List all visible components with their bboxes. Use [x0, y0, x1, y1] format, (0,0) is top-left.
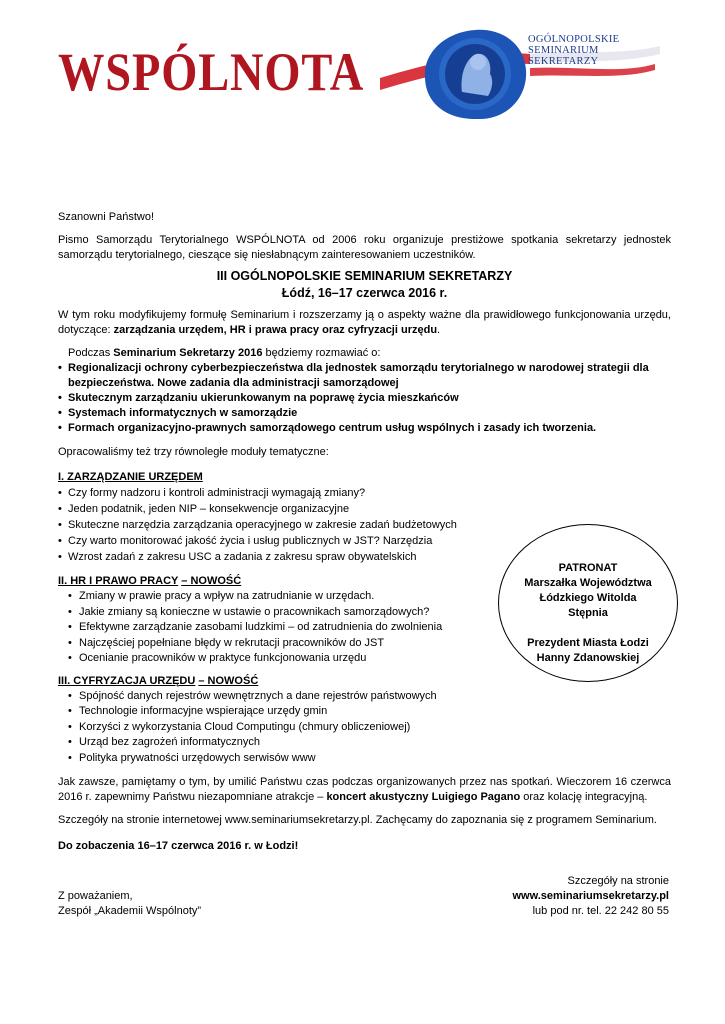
patronage-title: PATRONAT: [558, 562, 618, 574]
modules-intro: Opracowaliśmy też trzy równoległe moduły tematyczne:: [58, 446, 329, 458]
module-3-tag: – NOWOŚĆ: [198, 674, 259, 687]
topics-lead-pre: Podczas: [68, 347, 114, 359]
list-item: • Czy formy nadzoru i kontroli administracji wymagają zmiany?: [58, 485, 671, 501]
module-3-list: [58, 689, 671, 767]
details-paragraph: Szczegóły na stronie internetowej www.seminariumsekretarzy.pl. Zachęcamy do zapoznania się z programem Seminarium.: [58, 814, 657, 826]
patronage-line-1: Marszałka Województwa: [524, 577, 652, 589]
modify-paragraph: [58, 308, 671, 338]
list-item: • Jakie zmiany są konieczne w ustawie o pracownikach samorządowych?: [68, 605, 671, 621]
list-item: • Jeden podatnik, jeden NIP – konsekwencje organizacyjne: [58, 501, 671, 517]
list-item: • Spójność danych rejestrów wewnętrznych a dane rejestrów państwowych: [68, 689, 671, 705]
topics-lead-bold: Seminarium Sekretarzy 2016: [113, 347, 263, 359]
wax-seal-portrait-icon: [420, 26, 530, 122]
list-item: • Czy warto monitorować jakość życia i usług publicznych w JST? Narzędzia: [58, 533, 671, 549]
footer-regards: Z poważaniem,: [58, 890, 133, 902]
event-title: III OGÓLNOPOLSKIE SEMINARIUM SEKRETARZY: [216, 269, 513, 283]
footer-team: Zespół „Akademii Wspólnoty”: [58, 905, 202, 917]
closing-bold: koncert akustyczny Luigiego Pagano: [326, 791, 521, 803]
footer-details-label: Szczegóły na stronie: [567, 875, 669, 887]
patronage-text: [498, 561, 678, 666]
patronage-line-2: Łódzkiego Witolda: [539, 592, 637, 604]
list-item: • Efektywne zarządzanie zasobami ludzkimi – od zatrudnienia do zwolnienia: [68, 620, 671, 636]
logo-wordmark: WSPÓLNOTA: [58, 42, 365, 102]
list-item: • Korzyści z wykorzystania Cloud Computingu (chmury obliczeniowej): [68, 720, 671, 736]
footer-website-link[interactable]: www.seminariumsekretarzy.pl: [512, 890, 669, 902]
list-item: • Ocenianie pracowników w praktyce funkcjonowania urzędu: [68, 651, 671, 667]
org-line-3: SEKRETARZY: [528, 56, 599, 67]
modify-text: W tym roku modyfikujemy formułę Seminarium i rozszerzamy ją o aspekty ważne dla prawidłowego funkcjonowania urzędu, dotyczące:: [58, 309, 671, 336]
org-line-1: OGÓLNOPOLSKIE: [528, 34, 620, 45]
module-2-title: II. HR I PRAWO PRACY: [58, 575, 179, 587]
footer-signature: [58, 889, 201, 919]
topics-list: [58, 361, 671, 436]
closing-text: Jak zawsze, pamiętamy o tym, by umilić Państwu czas podczas organizowanych przez nas spotkań. Wieczorem 16 czerwca 2016 r. zapewnimy Państwu niezapomniane atrakcje –: [58, 776, 671, 803]
intro-paragraph: Pismo Samorządu Terytorialnego WSPÓLNOTA od 2006 roku organizuje prestiżowe spotkania sekretarzy jednostek samorządu terytorialnego, cieszące się niesłabnącym zainteresowaniem uczestników.: [58, 234, 671, 261]
footer-contact: [470, 874, 669, 919]
patronage-line-5: Hanny Zdanowskiej: [536, 652, 640, 664]
see-you-line: Do zobaczenia 16–17 czerwca 2016 r. w Łodzi!: [58, 840, 299, 852]
list-item: • Skuteczne narzędzia zarządzania operacyjnego w zakresie zadań budżetowych: [58, 517, 671, 533]
modify-end: .: [437, 324, 441, 336]
list-item: • Formach organizacyjno-prawnych samorządowego centrum usług wspólnych i zasady ich tworzenia.: [58, 421, 671, 436]
list-item: • Systemach informatycznych w samorządzie: [58, 406, 671, 421]
list-item: • Najczęściej popełniane błędy w rekrutacji pracowników do JST: [68, 636, 671, 652]
topics-lead: [58, 346, 671, 361]
patronage-line-4: Prezydent Miasta Łodzi: [527, 637, 649, 649]
list-item: • Polityka prywatności urzędowych serwisów www: [68, 751, 671, 767]
list-item: • Zmiany w prawie pracy a wpływ na zatrudnianie w urzędach.: [68, 589, 671, 605]
list-item: • Skutecznym zarządzaniu ukierunkowanym na poprawę życia mieszkańców: [58, 391, 671, 406]
module-2-tag: – NOWOŚĆ: [181, 575, 242, 587]
list-item: • Urząd bez zagrożeń informatycznych: [68, 735, 671, 751]
topics-lead-post: będziemy rozmawiać o:: [262, 347, 381, 359]
list-item: • Technologie informacyjne wspierające urzędy gmin: [68, 704, 671, 720]
organization-name: [528, 34, 619, 67]
module-3-title: III. CYFRYZACJA URZĘDU: [58, 674, 196, 687]
event-place-date: Łódź, 16–17 czerwca 2016 r.: [281, 286, 448, 300]
patronage-line-3: Stępnia: [568, 607, 608, 619]
modify-bold: zarządzania urzędem, HR i prawa pracy oraz cyfryzacji urzędu: [113, 324, 438, 336]
closing-end: oraz kolację integracyjną.: [520, 791, 648, 803]
list-item: • Regionalizacji ochrony cyberbezpieczeństwa dla jednostek samorządu terytorialnego w narodowej strategii dla bezpieczeństwa. Nowe zadania dla administracji samorządowej: [58, 361, 671, 391]
greeting: Szanowni Państwo!: [58, 211, 154, 223]
footer-phone: lub pod nr. tel. 22 242 80 55: [532, 905, 669, 917]
closing-paragraph: [58, 775, 671, 805]
module-1-heading: I. ZARZĄDZANIE URZĘDEM: [58, 471, 203, 483]
org-line-2: SEMINARIUM: [528, 45, 599, 56]
list-item: • Wzrost zadań z zakresu USC a zadania z zakresu spraw obywatelskich: [58, 549, 671, 565]
